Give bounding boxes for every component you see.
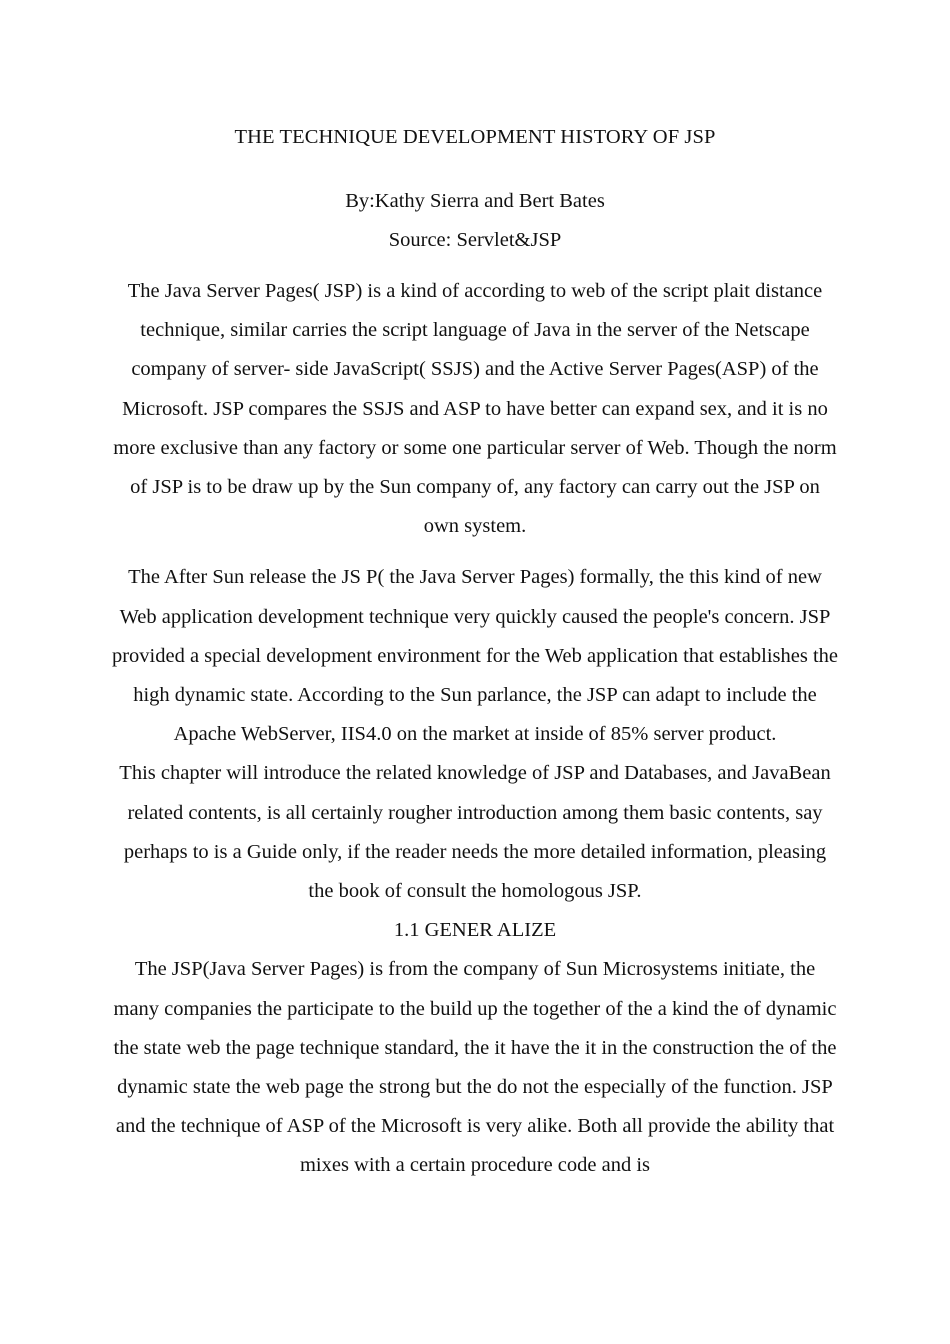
source-line: Source: Servlet&JSP bbox=[388, 229, 562, 251]
section-heading: 1.1 GENER ALIZE bbox=[393, 919, 557, 942]
paragraph-section: The JSP(Java Server Pages) is from the company of Sun Microsystems initiate, the many companies the participate to the build up the together of the a kind the of dynamic the state web the page technique standard, the it have the it in the construction the of the dynamic state the web page the strong but the do not the especially of the function. JSP and the technique of ASP of the Microsoft is very alike. Both all provide the ability that mixes with a certain procedure code and is bbox=[113, 958, 837, 1177]
document-title: THE TECHNIQUE DEVELOPMENT HISTORY OF JSP bbox=[234, 126, 716, 148]
body-text bbox=[110, 272, 840, 1186]
author-byline: By:Kathy Sierra and Bert Bates bbox=[345, 190, 605, 212]
paragraph-intro: The Java Server Pages( JSP) is a kind of according to web of the script plait distance technique, similar carries the script language of Java in the server of the Netscape company of server- side JavaScript( SSJS) and the Active Server Pages(ASP) of the Microsoft. JSP compares the SSJS and ASP to have better can expand sex, and it is no more exclusive than any factory or some one particular server of Web. Though the norm of JSP is to be draw up by the Sun company of, any factory can carry out the JSP on own system. bbox=[113, 280, 837, 538]
paragraph-release: The After Sun release the JS P( the Java Server Pages) formally, the this kind of new Web application development technique very quickly caused the people's concern. JSP provided a special development environment for the Web application that establishes the high dynamic state. According to the Sun parlance, the JSP can adapt to include the Apache WebServer, IIS4.0 on the market at inside of 85% server product. bbox=[111, 566, 839, 746]
paragraph-chapter-overview: This chapter will introduce the related knowledge of JSP and Databases, and JavaBean related contents, is all certainly rougher introduction among them basic contents, say perhaps to is a Guide only, if the reader needs the more detailed information, pleasing the book of consult the homologous JSP. bbox=[119, 762, 831, 903]
